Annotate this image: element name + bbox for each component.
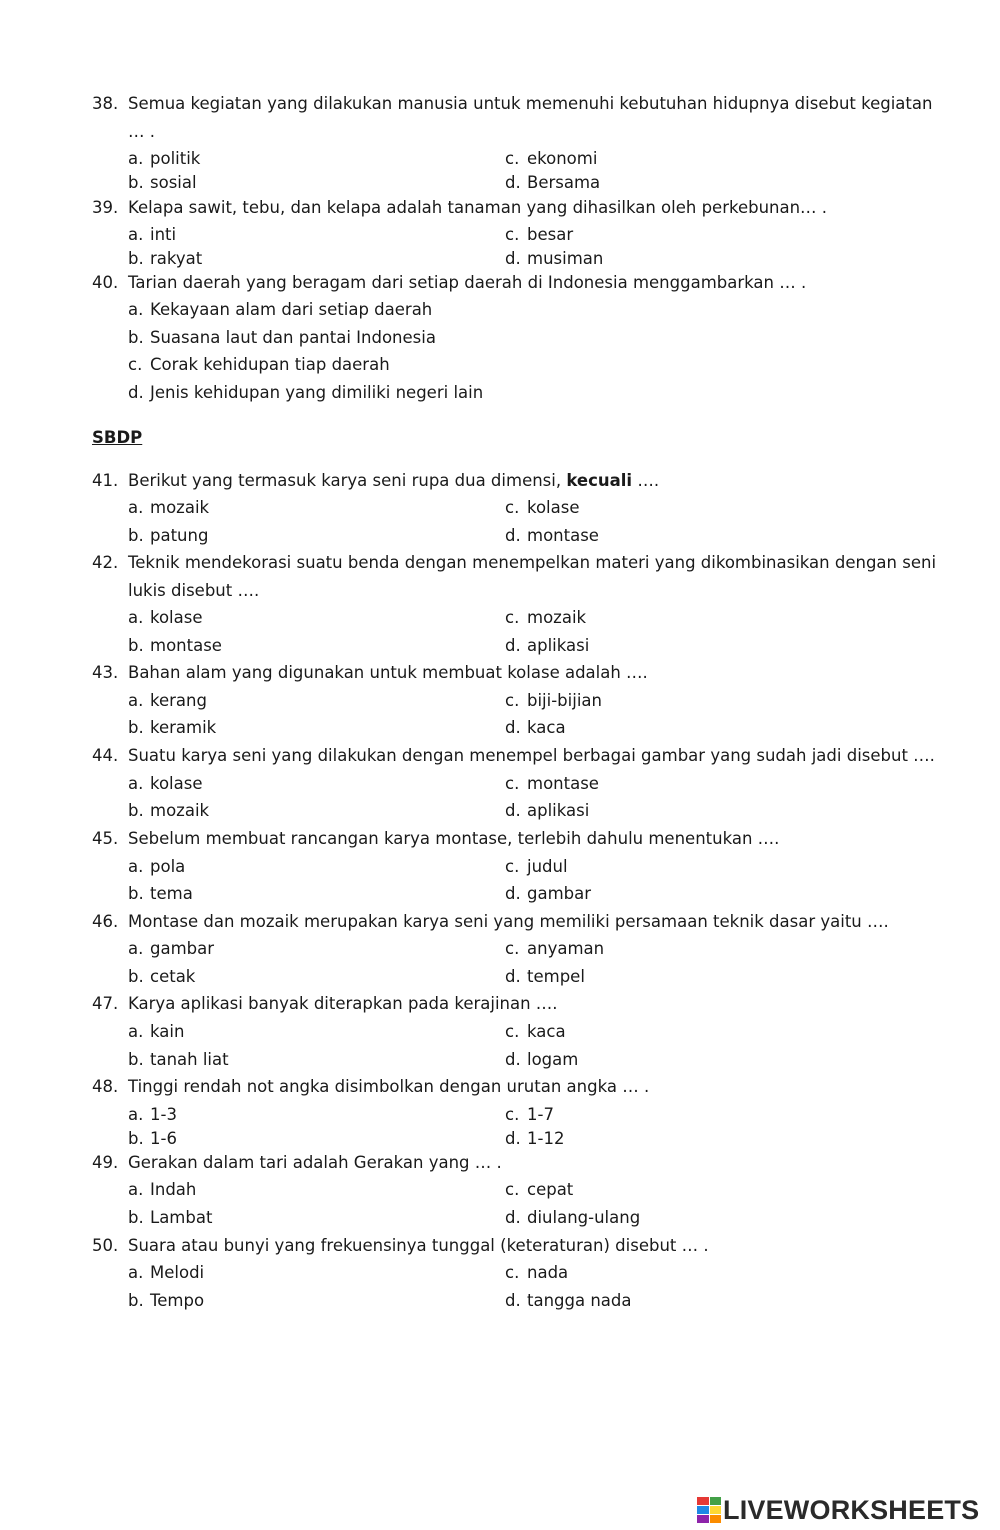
- option-b[interactable]: b. 1-6: [128, 1129, 177, 1148]
- question-text: Kelapa sawit, tebu, dan kelapa adalah tanaman yang dihasilkan oleh perkebunan… .: [128, 198, 828, 217]
- option-d[interactable]: d. Bersama: [505, 173, 601, 192]
- option-c[interactable]: c. ekonomi: [505, 149, 598, 168]
- liveworksheets-logo[interactable]: [697, 1493, 979, 1527]
- question-text: Tarian daerah yang beragam dari setiap daerah di Indonesia menggambarkan … .: [128, 273, 807, 292]
- option-d[interactable]: d. aplikasi: [505, 801, 590, 820]
- option-a[interactable]: a. 1-3: [128, 1105, 177, 1124]
- option-a[interactable]: a. pola: [128, 857, 186, 876]
- option-d[interactable]: d. tangga nada: [505, 1291, 632, 1310]
- option-d[interactable]: d. aplikasi: [505, 636, 590, 655]
- option-b[interactable]: b. tanah liat: [128, 1050, 229, 1069]
- question-text: Bahan alam yang digunakan untuk membuat kolase adalah ….: [128, 663, 648, 682]
- option-b[interactable]: b. rakyat: [128, 249, 203, 268]
- option-b[interactable]: b. patung: [128, 526, 209, 545]
- option-c[interactable]: c. judul: [505, 857, 568, 876]
- question-text: Suatu karya seni yang dilakukan dengan menempel berbagai gambar yang sudah jadi disebut ….: [128, 746, 935, 765]
- question-text: Sebelum membuat rancangan karya montase, terlebih dahulu menentukan ….: [128, 829, 780, 848]
- option-a[interactable]: a. Kekayaan alam dari setiap daerah: [128, 300, 433, 319]
- question-text: Karya aplikasi banyak diterapkan pada kerajinan ….: [128, 994, 558, 1013]
- question-number: 43.: [92, 663, 119, 682]
- question-number: 40.: [92, 273, 119, 292]
- question-number: 41.: [92, 471, 119, 490]
- option-b[interactable]: b. mozaik: [128, 801, 210, 820]
- option-a[interactable]: a. kolase: [128, 608, 203, 627]
- logo-text: LIVEWORKSHEETS: [723, 1494, 980, 1525]
- option-d[interactable]: d. kaca: [505, 718, 566, 737]
- option-d[interactable]: d. diulang-ulang: [505, 1208, 641, 1227]
- question-number: 38.: [92, 94, 119, 113]
- question-number: 46.: [92, 912, 119, 931]
- question-text: Gerakan dalam tari adalah Gerakan yang … .: [128, 1153, 502, 1172]
- option-b[interactable]: b. Lambat: [128, 1208, 213, 1227]
- question-number: 44.: [92, 746, 119, 765]
- question-text-continued: … .: [128, 122, 155, 141]
- option-c[interactable]: c. biji-bijian: [505, 691, 602, 710]
- question-number: 42.: [92, 553, 119, 572]
- question-text-continued: lukis disebut ….: [128, 581, 260, 600]
- option-a[interactable]: a. kerang: [128, 691, 207, 710]
- option-d[interactable]: d. Jenis kehidupan yang dimiliki negeri lain: [128, 383, 484, 402]
- question-number: 47.: [92, 994, 119, 1013]
- option-d[interactable]: d. montase: [505, 526, 599, 545]
- option-c[interactable]: c. kolase: [505, 498, 580, 517]
- question-number: 39.: [92, 198, 119, 217]
- option-b[interactable]: b. Tempo: [128, 1291, 205, 1310]
- question-number: 49.: [92, 1153, 119, 1172]
- question-number: 48.: [92, 1077, 119, 1096]
- option-a[interactable]: a. Indah: [128, 1180, 197, 1199]
- question-text: Tinggi rendah not angka disimbolkan dengan urutan angka … .: [128, 1077, 650, 1096]
- option-a[interactable]: a. politik: [128, 149, 201, 168]
- option-c[interactable]: c. kaca: [505, 1022, 566, 1041]
- option-a[interactable]: a. kolase: [128, 774, 203, 793]
- option-c[interactable]: c. anyaman: [505, 939, 605, 958]
- option-b[interactable]: b. Suasana laut dan pantai Indonesia: [128, 328, 436, 347]
- option-c[interactable]: c. cepat: [505, 1180, 574, 1199]
- option-d[interactable]: d. gambar: [505, 884, 592, 903]
- option-c[interactable]: c. mozaik: [505, 608, 587, 627]
- option-a[interactable]: a. inti: [128, 225, 177, 244]
- option-a[interactable]: a. kain: [128, 1022, 185, 1041]
- option-a[interactable]: a. Melodi: [128, 1263, 205, 1282]
- question-text: Montase dan mozaik merupakan karya seni yang memiliki persamaan teknik dasar yaitu ….: [128, 912, 889, 931]
- option-b[interactable]: b. tema: [128, 884, 193, 903]
- question-text: Teknik mendekorasi suatu benda dengan menempelkan materi yang dikombinasikan dengan seni: [128, 553, 937, 572]
- option-c[interactable]: c. Corak kehidupan tiap daerah: [128, 355, 390, 374]
- option-c[interactable]: c. nada: [505, 1263, 569, 1282]
- question-text: Suara atau bunyi yang frekuensinya tunggal (keteraturan) disebut … .: [128, 1236, 709, 1255]
- question-text: Semua kegiatan yang dilakukan manusia untuk memenuhi kebutuhan hidupnya disebut kegiatan: [128, 94, 933, 113]
- option-d[interactable]: d. logam: [505, 1050, 579, 1069]
- option-a[interactable]: a. mozaik: [128, 498, 210, 517]
- question-text: Berikut yang termasuk karya seni rupa dua dimensi, kecuali ….: [128, 471, 660, 490]
- option-c[interactable]: c. besar: [505, 225, 574, 244]
- option-c[interactable]: c. montase: [505, 774, 599, 793]
- option-d[interactable]: d. tempel: [505, 967, 585, 986]
- option-c[interactable]: c. 1-7: [505, 1105, 554, 1124]
- section-title: SBDP: [92, 428, 143, 447]
- option-a[interactable]: a. gambar: [128, 939, 215, 958]
- question-number: 50.: [92, 1236, 119, 1255]
- option-b[interactable]: b. cetak: [128, 967, 196, 986]
- option-d[interactable]: d. 1-12: [505, 1129, 565, 1148]
- liveworksheets-logo-icon: [697, 1497, 721, 1523]
- option-b[interactable]: b. sosial: [128, 173, 197, 192]
- option-b[interactable]: b. montase: [128, 636, 222, 655]
- option-d[interactable]: d. musiman: [505, 249, 604, 268]
- emphasis-kecuali: kecuali: [566, 471, 633, 490]
- question-number: 45.: [92, 829, 119, 848]
- option-b[interactable]: b. keramik: [128, 718, 217, 737]
